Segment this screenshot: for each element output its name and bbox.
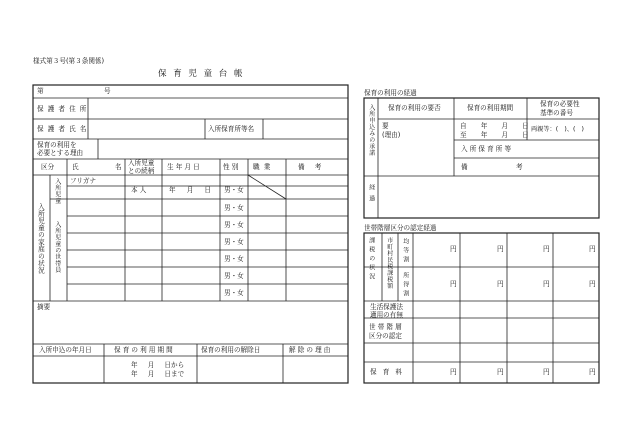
form-number: 様式第３号(第３条関係): [33, 57, 105, 65]
page-title: 保 育 児 童 台 帳: [158, 69, 245, 79]
col-shi: 氏: [72, 163, 79, 171]
furigana-label: フリガナ: [70, 177, 97, 185]
col-kubun: 区分: [41, 163, 55, 171]
yen-unit: 円: [543, 368, 550, 376]
standard-header-1: 保育の必要性: [540, 100, 580, 108]
facility-label: 入 所 保 育 所 等: [461, 145, 512, 153]
yen-unit: 円: [450, 245, 457, 253]
reason-label-2: 必要とする理由: [37, 149, 84, 157]
remarks-left: 備: [461, 163, 468, 171]
sex-option: 男・女: [224, 204, 244, 212]
yen-unit: 円: [589, 368, 596, 376]
yen-unit: 円: [497, 368, 504, 376]
need-reason: (理由): [382, 131, 401, 139]
col-relation-1: 入所児童: [128, 159, 155, 167]
application-date-label: 入所申込の年月日: [39, 346, 92, 354]
application-approval-vertical-label: 入所申込みの承諾: [367, 104, 375, 156]
yen-unit: 円: [589, 245, 596, 253]
period-header: 保育の利用期間: [467, 104, 514, 112]
period-to-date: 至 年 月 日: [460, 131, 529, 139]
tier-label-2: 区分の認定: [369, 332, 402, 340]
sex-option: 男・女: [224, 186, 244, 194]
need-yes: 要: [382, 122, 389, 130]
child-vertical-label: 入所児童: [53, 178, 61, 204]
remarks-right: 考: [516, 163, 523, 171]
yen-unit: 円: [497, 280, 504, 288]
self-relation: 本 人: [131, 186, 147, 194]
welfare-label-1: 生活保護法: [370, 303, 403, 311]
per-capita-label: 均等割: [401, 238, 409, 265]
standard-value: 両親等：( )、( ): [531, 126, 584, 133]
tax-status-vertical-label: 課税の状況: [367, 237, 375, 282]
number-suffix: 号: [104, 87, 111, 95]
usage-progress-title: 保育の利用の経過: [364, 89, 417, 97]
col-note: 備 考: [298, 163, 326, 171]
col-occupation: 職 業: [253, 163, 272, 171]
sex-option: 男・女: [224, 255, 244, 263]
number-prefix: 第: [37, 87, 44, 95]
col-birthdate: 生 年 月 日: [167, 163, 200, 171]
sex-option: 男・女: [224, 221, 244, 229]
yen-unit: 円: [497, 245, 504, 253]
facility-name-label: 入所保育所等名: [208, 125, 255, 133]
period-label: 保 育 の 利 用 期 間: [114, 346, 173, 354]
yen-unit: 円: [543, 245, 550, 253]
progress-vertical-label: 経過: [367, 184, 375, 206]
household-status-vertical-label: 入所児童の家庭の状況: [36, 203, 45, 274]
birthdate-placeholder: 年 月 日: [169, 186, 211, 194]
period-from-date: 自 年 月 日: [460, 122, 529, 130]
period-from: 年 月 日から: [131, 361, 185, 369]
household-members-vertical-label: 入所児童の世帯員: [53, 221, 61, 273]
cancel-reason-label: 解 除 の 理 由: [289, 346, 331, 354]
need-header: 保育の利用の要否: [388, 104, 441, 112]
guardian-name-label: 保 護 者 氏 名: [37, 125, 88, 133]
sex-option: 男・女: [224, 272, 244, 280]
sex-option: 男・女: [224, 289, 244, 297]
yen-unit: 円: [543, 280, 550, 288]
tier-label-1: 世 帯 階 層: [369, 323, 402, 331]
col-mei: 名: [115, 163, 122, 171]
yen-unit: 円: [450, 280, 457, 288]
guardian-address-label: 保 護 者 住 所: [37, 105, 88, 113]
col-relation-2: との続柄: [128, 167, 155, 175]
standard-header-2: 基準の番号: [540, 109, 573, 117]
municipal-tax-vertical-label: 市町村民税課税額: [385, 237, 393, 289]
yen-unit: 円: [450, 368, 457, 376]
yen-unit: 円: [589, 280, 596, 288]
welfare-label-2: 適用の有無: [370, 311, 403, 319]
income-levy-label: 所得割: [401, 272, 409, 299]
period-to: 年 月 日まで: [131, 370, 185, 378]
reason-label-1: 保育の利用を: [37, 141, 77, 149]
household-tier-title: 世帯階層区分の認定経過: [364, 224, 437, 232]
col-sex: 性 別: [223, 163, 239, 171]
sex-option: 男・女: [224, 238, 244, 246]
fee-label: 保 育 料: [370, 368, 404, 376]
remarks-label: 摘要: [37, 303, 51, 311]
cancel-date-label: 保育の利用の解除日: [201, 346, 261, 354]
